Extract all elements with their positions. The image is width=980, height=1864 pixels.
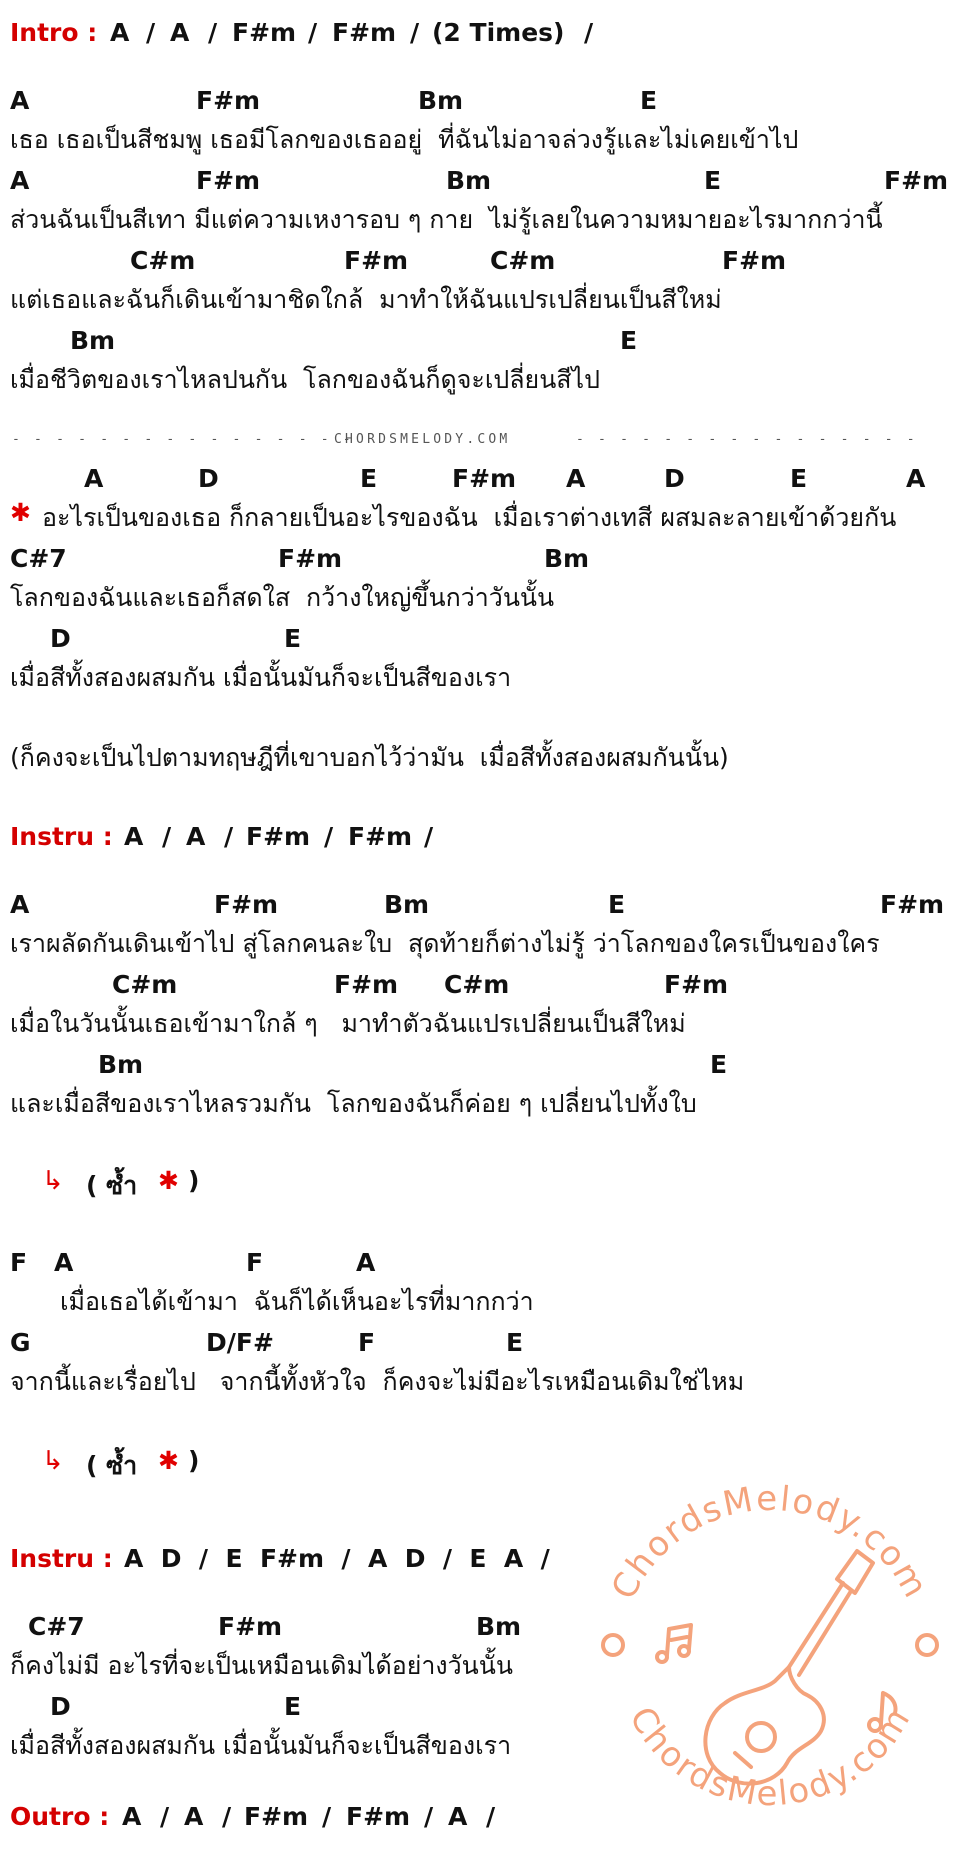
lyric-line: เมื่อในวันนั้นเธอเข้ามาใกล้ ๆ มาทำตัวฉันแปรเปลี่ยนเป็นสีใหม่ — [10, 1009, 686, 1038]
instru-label: Instru : — [10, 822, 113, 851]
svg-text:ChordsMelody.com — [604, 1479, 936, 1606]
repeat-close: ) — [188, 1446, 200, 1475]
lyric-line: อะไรเป็นของเธอ ก็กลายเป็นอะไรของฉัน เมื่อเราต่างเทสี ผสมละลายเข้าด้วยกัน — [42, 503, 897, 532]
chorus-star-icon: ✱ — [158, 1166, 179, 1195]
instru-line — [0, 1544, 980, 1584]
chord: D/F# — [206, 1328, 274, 1357]
lyric-line: ส่วนฉันเป็นสีเทา มีแต่ความเหงารอบ ๆ กาย ไม่รู้เลยในความหมายอะไรมากกว่านี้ — [10, 205, 883, 234]
return-arrow-icon: ↳ — [42, 1166, 64, 1196]
lyric-line: จากนี้และเรื่อยไป จากนี้ทั้งหัวใจ ก็คงจะไม่มีอะไรเหมือนเดิมใช่ไหม — [10, 1367, 745, 1396]
chord: A — [170, 18, 190, 47]
chord: A — [10, 166, 30, 195]
chord: A — [122, 1802, 142, 1831]
chord: F#m — [196, 86, 261, 115]
lyric-line: เธอ เธอเป็นสีชมพู เธอมีโลกของเธออยู่ ที่ฉันไม่อาจล่วงรู้และไม่เคยเข้าไป — [10, 125, 799, 154]
chord: Bm — [418, 86, 464, 115]
chord: A — [356, 1248, 376, 1277]
lyric-line: โลกของฉันและเธอก็สดใส กว้างใหญ่ขึ้นกว่าวันนั้น — [10, 583, 555, 612]
chord: F#m — [218, 1612, 283, 1641]
repeat-open: ( ซ้ำ — [86, 1171, 138, 1200]
chord: F#m — [348, 822, 413, 851]
chord: A — [110, 18, 130, 47]
chord: D — [664, 464, 685, 493]
chord: F#m — [246, 822, 311, 851]
chord: C#m — [112, 970, 178, 999]
chord: F#m — [346, 1802, 411, 1831]
chord: E — [704, 166, 722, 195]
chorus-star-icon: ✱ — [10, 498, 31, 527]
chord: F#m — [722, 246, 787, 275]
chord: C#7 — [10, 544, 67, 573]
chord: E — [640, 86, 658, 115]
outro-line: Outro : A / A / F#m / F#m / A / — [10, 1802, 496, 1831]
chord: Bm — [384, 890, 430, 919]
outro-label: Outro : — [10, 1802, 110, 1831]
chord: F#m — [332, 18, 397, 47]
chord: E — [284, 624, 302, 653]
chord: Bm — [98, 1050, 144, 1079]
chord: F#m — [244, 1802, 309, 1831]
chord: D — [50, 1692, 71, 1721]
chord: E — [620, 326, 638, 355]
chord: F#m — [664, 970, 729, 999]
chord: E — [284, 1692, 302, 1721]
lyric-line: เมื่อเธอได้เข้ามา ฉันก็ได้เห็นอะไรที่มากกว่า — [60, 1287, 534, 1316]
chord: C#m — [444, 970, 510, 999]
chord: E — [790, 464, 808, 493]
chord: F — [10, 1248, 28, 1277]
chorus-star-icon: ✱ — [158, 1446, 179, 1475]
chord: E — [710, 1050, 728, 1079]
repeat-chorus-line — [0, 1166, 980, 1206]
chord: D — [198, 464, 219, 493]
chord: F#m — [278, 544, 343, 573]
instru-label: Instru : — [10, 1544, 113, 1573]
lyric-line: เมื่อสีทั้งสองผสมกัน เมื่อนั้นมันก็จะเป็นสีของเรา — [10, 1731, 512, 1760]
lyric-line: แต่เธอและฉันก็เดินเข้ามาชิดใกล้ มาทำให้ฉันแปรเปลี่ยนเป็นสีใหม่ — [10, 285, 722, 314]
chord: A — [448, 1802, 468, 1831]
lyric-line: และเมื่อสีของเราไหลรวมกัน โลกของฉันก็ค่อย ๆ เปลี่ยนไปทั้งใบ — [10, 1089, 697, 1118]
instru-line: Instru : A / A / F#m / F#m / — [10, 822, 434, 851]
chord: D — [50, 624, 71, 653]
chord: A — [10, 86, 30, 115]
watermark-text-top: ChordsMelody.com — [603, 1478, 937, 1606]
chord: A — [566, 464, 586, 493]
chord: F#m — [880, 890, 945, 919]
return-arrow-icon: ↳ — [42, 1446, 64, 1476]
chord-sequence: A D / E F#m / A D / E A / — [124, 1544, 550, 1573]
intro-label: Intro : — [10, 18, 98, 47]
chord: F#m — [196, 166, 261, 195]
chord: Bm — [70, 326, 116, 355]
chord: A — [54, 1248, 74, 1277]
watermark-text-bottom: ChordsMelody.com — [621, 1699, 920, 1815]
chord: A — [184, 1802, 204, 1831]
chord: F#m — [452, 464, 517, 493]
chord: A — [906, 464, 926, 493]
chord: F — [246, 1248, 264, 1277]
site-separator: - - - - - - - - - - - - - - - - CHORDSMELODY.COM - - - - - - - - - - - - - - - - — [12, 432, 918, 447]
chord: E — [360, 464, 378, 493]
chord: F#m — [884, 166, 949, 195]
repeat-chorus-line — [0, 1446, 980, 1486]
chord: Bm — [476, 1612, 522, 1641]
chord: C#m — [490, 246, 556, 275]
chord: A — [186, 822, 206, 851]
chord: F#m — [334, 970, 399, 999]
repeat-count: (2 Times) — [432, 18, 565, 47]
chord: C#m — [130, 246, 196, 275]
lyric-line: เราผลัดกันเดินเข้าไป สู่โลกคนละใบ สุดท้ายก็ต่างไม่รู้ ว่าโลกของใครเป็นของใคร — [10, 929, 880, 958]
intro-line: Intro : A / A / F#m / F#m / (2 Times) / — [10, 18, 594, 47]
lyric-line: เมื่อสีทั้งสองผสมกัน เมื่อนั้นมันก็จะเป็นสีของเรา — [10, 663, 512, 692]
lyric-line: เมื่อชีวิตของเราไหลปนกัน โลกของฉันก็ดูจะเปลี่ยนสีไป — [10, 365, 600, 394]
chord: G — [10, 1328, 31, 1357]
chord: A — [10, 890, 30, 919]
chord: F#m — [214, 890, 279, 919]
chord: Bm — [544, 544, 590, 573]
chord: F — [358, 1328, 376, 1357]
lyric-line: ก็คงไม่มี อะไรที่จะเป็นเหมือนเดิมได้อย่างวันนั้น — [10, 1651, 513, 1680]
separator-text: CHORDSMELODY.COM — [334, 432, 511, 447]
chord: A — [124, 822, 144, 851]
chord: F#m — [232, 18, 297, 47]
repeat-open: ( ซ้ำ — [86, 1451, 138, 1480]
chord: A — [84, 464, 104, 493]
chord: E — [608, 890, 626, 919]
chord: Bm — [446, 166, 492, 195]
chord: C#7 — [28, 1612, 85, 1641]
chorus-note: (ก็คงจะเป็นไปตามทฤษฎีที่เขาบอกไว้ว่ามัน เมื่อสีทั้งสองผสมกันนั้น) — [10, 743, 729, 772]
chord: F#m — [344, 246, 409, 275]
repeat-close: ) — [188, 1166, 200, 1195]
chord: E — [506, 1328, 524, 1357]
